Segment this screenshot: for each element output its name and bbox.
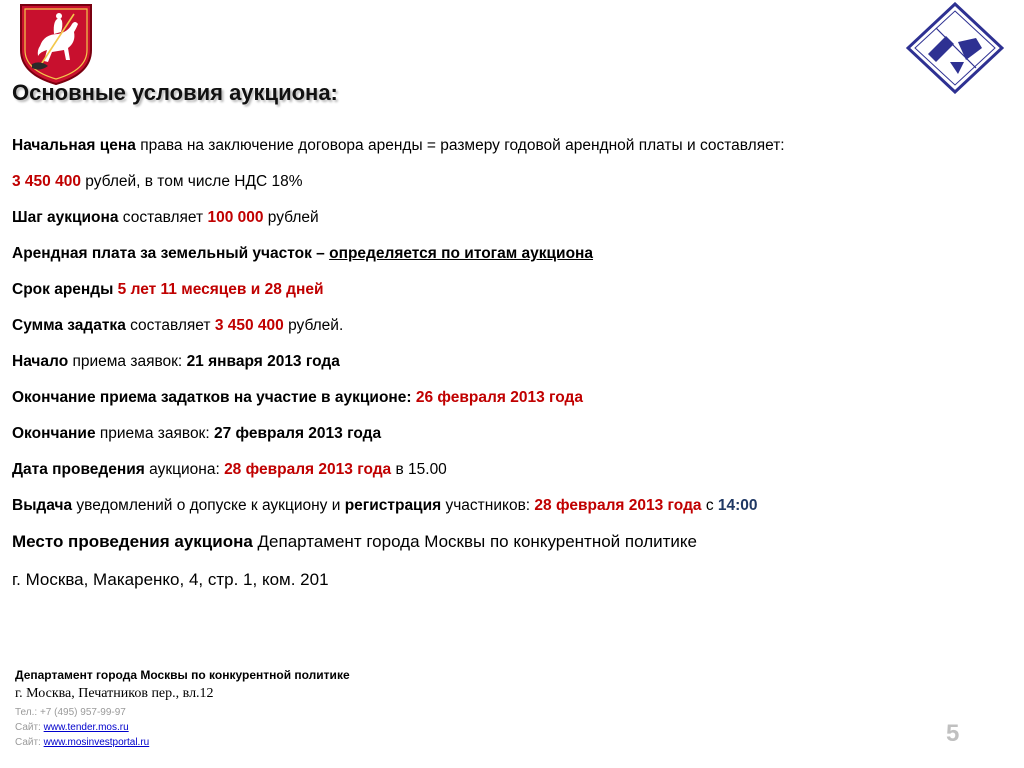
registration-date: 28 февраля 2013 года (534, 497, 702, 514)
slide-title: Основные условия аукциона: (12, 80, 338, 105)
land-rent-row: Арендная плата за земельный участок – определяется по итогам аукциона (12, 245, 594, 262)
start-price-row: Начальная цена права на заключение договора аренды = размеру годовой арендной платы и составляет: (12, 137, 785, 154)
price-value: 3 450 400 (12, 173, 81, 190)
end-deposits-date: 26 февраля 2013 года (415, 389, 583, 406)
tender-site-link[interactable]: www.tender.mos.ru (43, 722, 129, 733)
footer-address: г. Москва, Печатников пер., вл.12 (15, 686, 214, 701)
lease-term-row: Срок аренды 5 лет 11 месяцев и 28 дней (12, 281, 324, 298)
venue-address: г. Москва, Макаренко, 4, стр. 1, ком. 201 (12, 570, 329, 589)
footer-contacts (15, 668, 350, 750)
auction-date-value: 28 февраля 2013 года (224, 461, 392, 478)
page-number: 5 (946, 720, 960, 747)
footer-site-1: Сайт: www.tender.mos.ru (15, 722, 129, 733)
auction-step-row: Шаг аукциона составляет 100 000 рублей (12, 209, 319, 226)
footer-phone: Тел.: +7 (495) 957-99-97 (15, 707, 126, 718)
step-value: 100 000 (207, 209, 264, 226)
department-logo-icon (906, 2, 1004, 94)
end-applications-date: 27 февраля 2013 года (213, 425, 382, 442)
footer-org: Департамент города Москвы по конкурентной политике (15, 668, 350, 682)
auction-conditions (12, 136, 1002, 608)
lease-term-value: 5 лет 11 месяцев и 28 дней (117, 281, 324, 298)
deposit-row: Сумма задатка составляет 3 450 400 рублей. (12, 317, 344, 334)
deposit-value: 3 450 400 (214, 317, 284, 334)
auction-date-row: Дата проведения аукциона: 28 февраля 2013 года в 15.00 (12, 461, 447, 478)
venue-row: Место проведения аукциона Департамент города Москвы по конкурентной политике (12, 532, 697, 551)
start-applications-date: 21 января 2013 года (186, 353, 340, 370)
land-rent-value: определяется по итогам аукциона (329, 245, 594, 262)
end-deposits-row: Окончание приема задатков на участие в аукционе: 26 февраля 2013 года (12, 389, 583, 406)
moscow-coat-of-arms-icon (18, 2, 94, 86)
issue-registration-row: Выдача уведомлений о допуске к аукциону и регистрация участников: 28 февраля 2013 года с 14:00 (12, 497, 758, 514)
price-row: 3 450 400 рублей, в том числе НДС 18% (12, 173, 303, 190)
venue-address-row (12, 570, 1002, 608)
investportal-site-link[interactable]: www.mosinvestportal.ru (43, 737, 150, 748)
end-applications-row: Окончание приема заявок: 27 февраля 2013 года (12, 425, 382, 442)
footer-site-2: Сайт: www.mosinvestportal.ru (15, 737, 150, 748)
start-applications-row: Начало приема заявок: 21 января 2013 года (12, 353, 340, 370)
registration-time: 14:00 (717, 497, 758, 514)
